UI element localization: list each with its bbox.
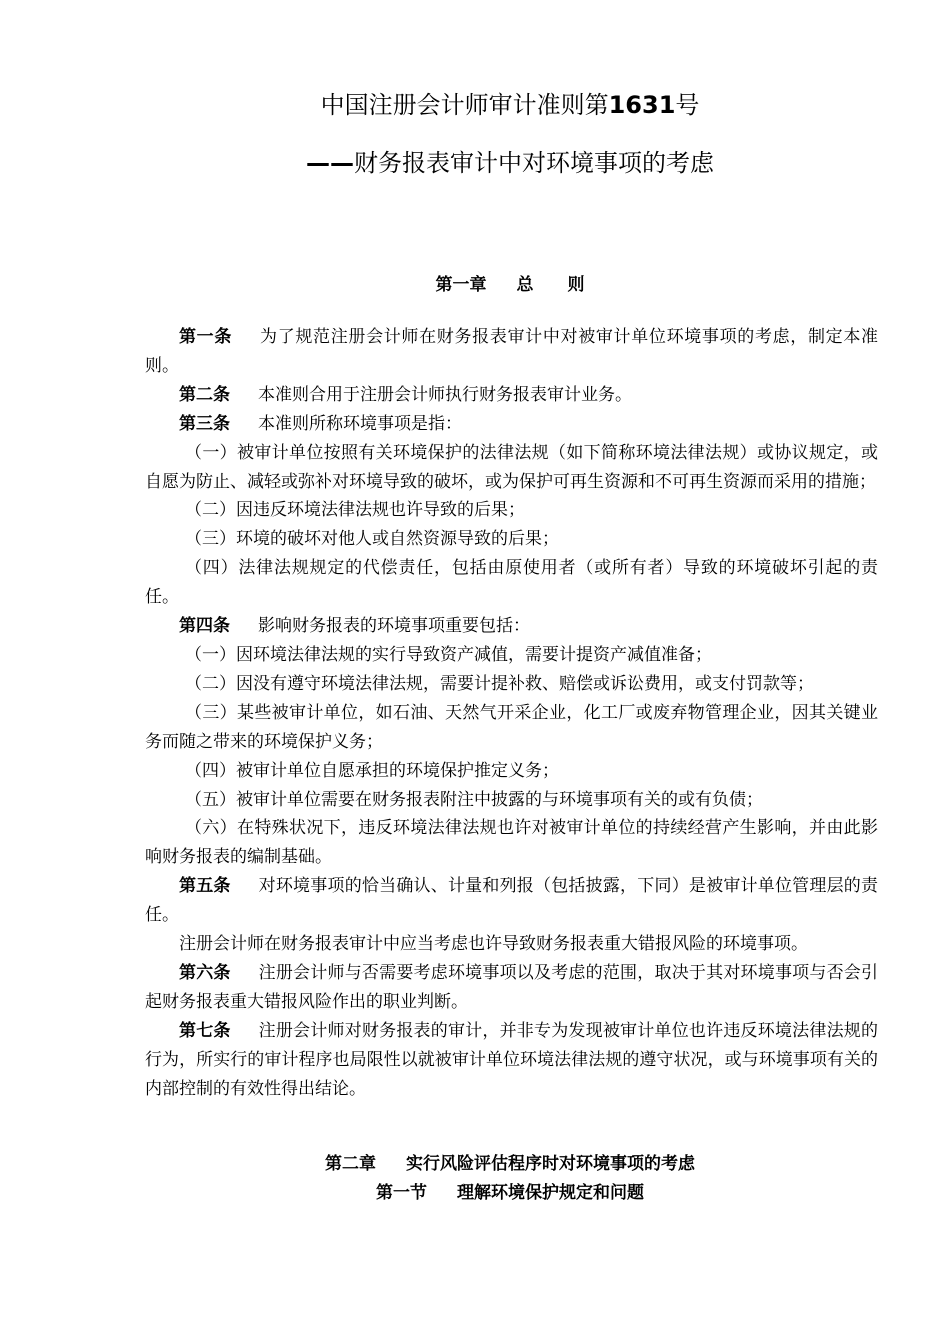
paragraph <box>145 757 878 786</box>
paragraph <box>145 554 878 612</box>
paragraph <box>145 525 878 554</box>
article-number: 第二条 <box>179 384 230 405</box>
paragraph-text: 对环境事项的恰当确认、计量和列报（包括披露，下同）是被审计单位管理层的责任。 <box>145 876 879 926</box>
paragraph-text: （一）被审计单位按照有关环境保护的法律法规（如下简称环境法律法规）或协议规定，或自愿为防止、减轻或弥补对环境导致的破坏，或为保护可再生资源和不可再生资源而采用的措施； <box>145 442 878 492</box>
chapter-title: 实行风险评估程序时对环境事项的考虑 <box>406 1154 695 1174</box>
section-label: 第一节 <box>376 1183 427 1203</box>
paragraph-text: 注册会计师在财务报表审计中应当考虑也许导致财务报表重大错报风险的环境事项。 <box>179 934 808 955</box>
paragraph-text: （二）因没有遵守环境法律法规，需要计提补救、赔偿或诉讼费用，或支付罚款等； <box>185 673 814 694</box>
paragraph <box>145 670 878 699</box>
paragraph <box>145 786 878 815</box>
paragraph <box>145 381 878 410</box>
paragraph-text: 影响财务报表的环境事项重要包括： <box>258 616 530 637</box>
paragraph <box>145 323 878 381</box>
article-number: 第五条 <box>179 876 231 897</box>
article-number: 第七条 <box>179 1020 231 1041</box>
paragraph <box>145 930 878 959</box>
article-number: 第四条 <box>179 616 230 637</box>
paragraph <box>145 612 878 641</box>
paragraph <box>145 699 878 757</box>
chapter-heading <box>0 1150 950 1178</box>
section-title: 理解环境保护规定和问题 <box>457 1183 644 1203</box>
document-title-line2 <box>0 148 950 178</box>
paragraph-text: 本准则所称环境事项是指： <box>258 413 462 434</box>
paragraph-text: （二）因违反环境法律法规也许导致的后果； <box>185 500 525 521</box>
chapter-label: 第二章 <box>325 1154 376 1174</box>
paragraph-text: （六）在特殊状况下，违反环境法律法规也许对被审计单位的持续经营产生影响，并由此影响财务报表的编制基础。 <box>145 818 878 868</box>
paragraph <box>145 872 878 930</box>
paragraph <box>145 1017 878 1104</box>
title-suffix: 号 <box>675 91 700 119</box>
section-heading <box>0 1179 950 1207</box>
title-dash: —— <box>306 149 354 177</box>
title-prefix: 中国注册会计师审计准则第 <box>320 91 609 119</box>
paragraph-text: （四）被审计单位自愿承担的环境保护推定义务； <box>185 760 559 781</box>
paragraph <box>145 439 878 497</box>
paragraph-text: 为了规范注册会计师在财务报表审计中对被审计单位环境事项的考虑，制定本准则。 <box>145 327 879 376</box>
article-number: 第六条 <box>179 962 231 983</box>
paragraph-text: （四）法律法规规定的代偿责任，包括由原使用者（或所有者）导致的环境破坏引起的责任。 <box>145 558 878 608</box>
standard-number: 1631 <box>608 91 676 119</box>
paragraph-text: 本准则合用于注册会计师执行财务报表审计业务。 <box>258 384 632 405</box>
article-number: 第一条 <box>179 327 233 347</box>
paragraph-text: （五）被审计单位需要在财务报表附注中披露的与环境事项有关的或有负债； <box>185 789 763 810</box>
article-number: 第三条 <box>179 413 230 434</box>
paragraph <box>145 641 878 670</box>
chapter-heading <box>0 271 950 299</box>
chapter-title: 总 则 <box>516 275 585 295</box>
document-title-line1 <box>0 90 950 120</box>
paragraph-text: 注册会计师对财务报表的审计，并非专为发现被审计单位也许违反环境法律法规的行为，所实行的审计程序也局限性以就被审计单位环境法律法规的遵守状况，或与环境事项有关的内部控制的有效性得出结论。 <box>145 1020 879 1099</box>
chapter-label: 第一章 <box>435 275 487 295</box>
paragraph-text: （三）环境的破坏对他人或自然资源导致的后果； <box>185 529 559 550</box>
paragraph-text: （一）因环境法律法规的实行导致资产减值，需要计提资产减值准备； <box>185 644 712 665</box>
article-list <box>145 323 878 1103</box>
paragraph <box>145 496 878 525</box>
paragraph <box>145 410 878 439</box>
paragraph <box>145 959 878 1017</box>
subtitle-text: 财务报表审计中对环境事项的考虑 <box>354 149 714 177</box>
paragraph-text: 注册会计师与否需要考虑环境事项以及考虑的范围，取决于其对环境事项与否会引起财务报表重大错报风险作出的职业判断。 <box>145 962 879 1012</box>
paragraph-text: （三）某些被审计单位，如石油、天然气开采企业，化工厂或废弃物管理企业，因其关键业务而随之带来的环境保护义务； <box>145 702 878 752</box>
paragraph <box>145 814 878 872</box>
